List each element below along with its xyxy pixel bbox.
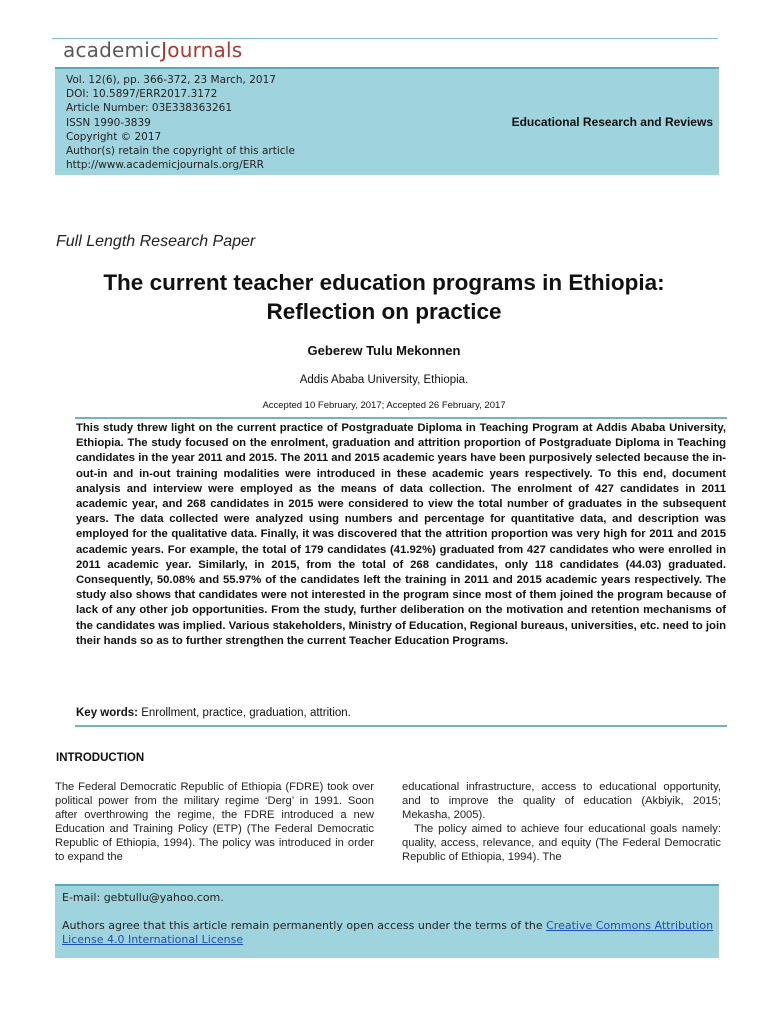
meta-doi: DOI: 10.5897/ERR2017.3172 — [66, 88, 218, 101]
author-name: Geberew Tulu Mekonnen — [307, 343, 461, 358]
intro-right-paragraph-1: educational infrastructure, access to educational opportunity, and to improve the quality of education (Akbiyik, 2015; Mekasha, 2005). — [402, 781, 721, 821]
intro-left-column — [55, 781, 374, 864]
paper-type: Full Length Research Paper — [56, 233, 256, 250]
journal-name: Educational Research and Reviews — [511, 115, 713, 129]
footer-box — [55, 884, 719, 958]
article-meta — [66, 73, 295, 172]
author-email[interactable]: E-mail: gebtullu@yahoo.com. — [62, 891, 224, 904]
acceptance-dates: Accepted 10 February, 2017; Accepted 26 February, 2017 — [262, 400, 506, 411]
author-affiliation: Addis Ababa University, Ethiopia. — [299, 374, 469, 386]
article-header-box — [55, 67, 719, 175]
abstract-bottom-rule — [75, 725, 727, 727]
paper-title — [40, 268, 728, 326]
meta-copyright: Copyright © 2017 — [66, 130, 162, 143]
keywords — [76, 707, 351, 719]
publisher-logo[interactable] — [63, 38, 242, 62]
meta-article-number: Article Number: 03E338363261 — [66, 102, 233, 115]
meta-url[interactable]: http://www.academicjournals.org/ERR — [66, 159, 264, 172]
license-text: Authors agree that this article remain permanently open access under the terms of the — [62, 919, 547, 932]
introduction-heading: INTRODUCTION — [56, 752, 145, 764]
logo-part1: academic — [63, 38, 162, 62]
intro-right-paragraph-2: The policy aimed to achieve four educational goals namely: quality, access, relevance, and equity (The Federal Democratic Republic of Ethiopia, 1994). The — [402, 822, 721, 863]
title-line-2: Reflection on practice — [266, 299, 502, 324]
meta-issn: ISSN 1990-3839 — [66, 116, 151, 129]
logo-part2: Journals — [161, 38, 243, 62]
abstract-top-rule — [75, 417, 727, 419]
intro-right-column — [402, 781, 721, 864]
meta-volume: Vol. 12(6), pp. 366-372, 23 March, 2017 — [66, 74, 276, 86]
keywords-label: Key words: — [76, 707, 138, 719]
title-line-1: The current teacher education programs in Ethiopia: — [103, 270, 665, 295]
keywords-text: Enrollment, practice, graduation, attrition. — [138, 707, 351, 719]
abstract: This study threw light on the current practice of Postgraduate Diploma in Teaching Program at Addis Ababa University, Ethiopia. The study focused on the enrolment, graduation and attrition proportion of Postgraduate Diploma in Teaching candidates in the year 2011 and 2015. The 2011 and 2015 academic years have been purposively selected because the in-out-in and in-out training modalities were introduced in these academic years respectively. To this end, document analysis and interview were employed as the means of data collection. The enrolment of 427 candidates in 2011 academic year, and 268 candidates in 2015 were considered to view the total number of graduates in the subsequent years. The data collected were analyzed using numbers and percentage for quantitative data, and description was employed for the qualitative data. Finally, it was discovered that the attrition proportion was very high for 2011 and 2015 academic years. For example, the total of 179 candidates (41.92%) graduated from 427 candidates who were enrolled in 2011 academic year. Similarly, in 2015, from the total of 268 candidates, only 118 candidates (44.03) graduated. Consequently, 50.08% and 55.97% of the candidates left the training in 2011 and 2015 academic years respectively. The study also shows that candidates were not interested in the program since most of them joined the program because of lack of any other job opportunities. From the study, further deliberation on the motivation and retention mechanisms of the candidates was implied. Various stakeholders, Ministry of Education, Regional bureaus, universities, etc. need to join their hands so as to further strengthen the current Teacher Education Programs. — [76, 422, 726, 647]
license-link[interactable]: Creative Commons Attribution License 4.0 International License — [62, 919, 714, 946]
intro-left-paragraph: The Federal Democratic Republic of Ethiopia (FDRE) took over political power from the military regime ‘Derg’ in 1991. Soon after overthrowing the regime, the FDRE introduced a new Education and Training Policy (ETP) (The Federal Democratic Republic of Ethiopia, 1994). The policy was introduced in order to expand the — [55, 781, 374, 863]
meta-rights: Author(s) retain the copyright of this article — [66, 145, 295, 158]
license-notice — [62, 919, 717, 947]
